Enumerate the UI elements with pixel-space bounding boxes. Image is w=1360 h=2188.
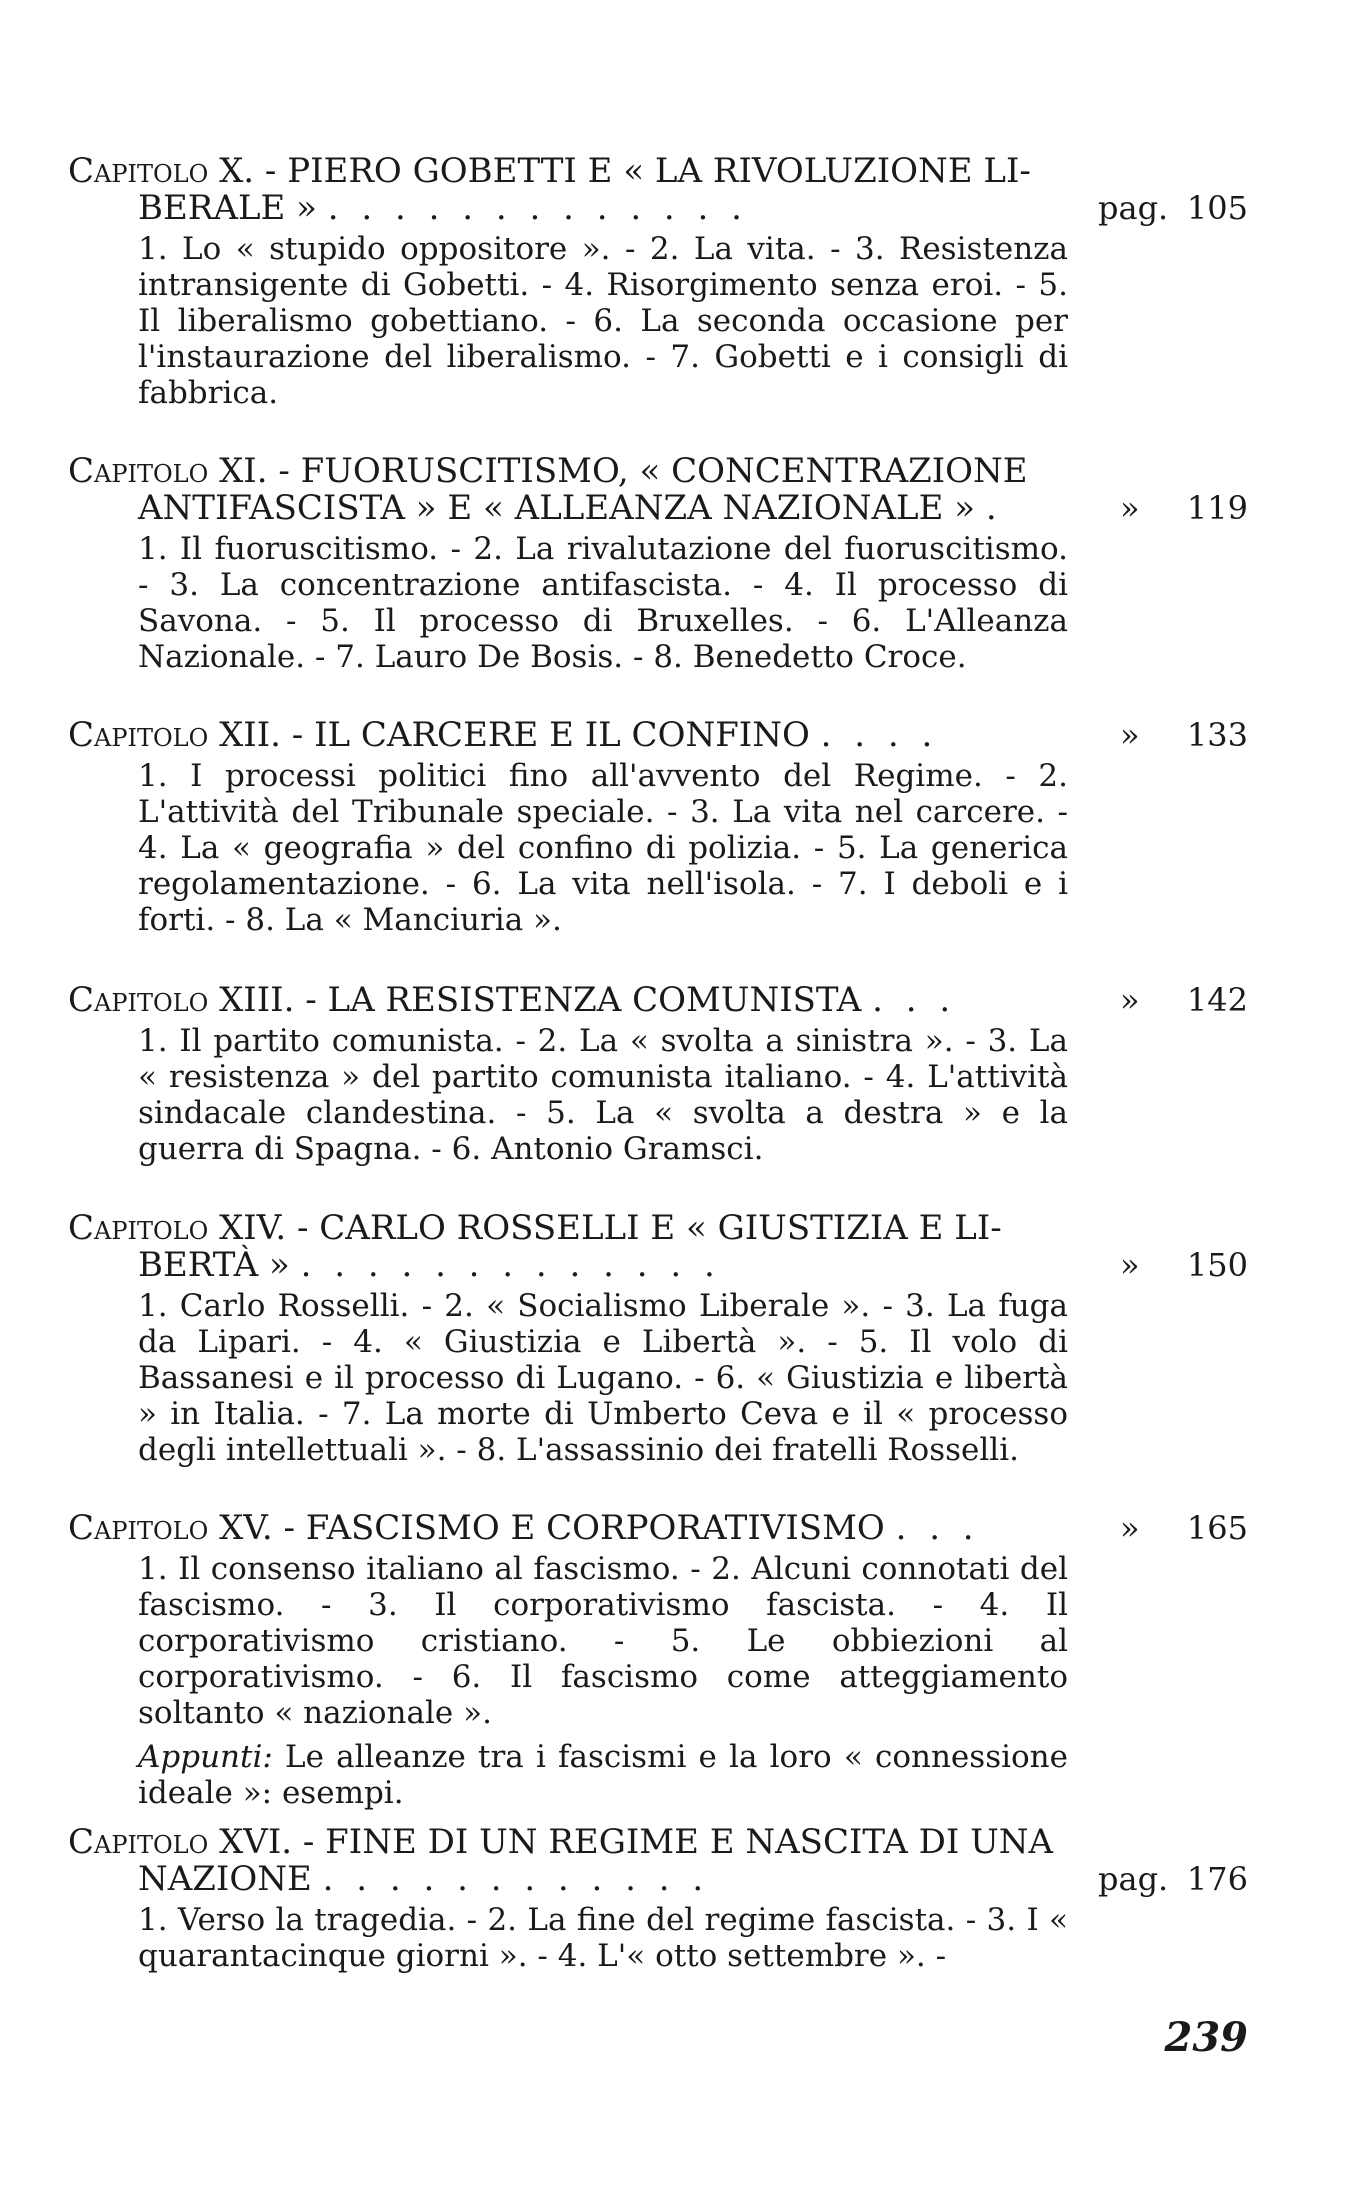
chapter-summary: 1. Carlo Rosselli. - 2. « Socialismo Liberale ». - 3. La fuga da Lipari. - 4. « Giustizia e Libertà ». - 5. Il volo di Bassanesi e il processo di Lugano. - 6. « Giustizia e libertà » in Italia. - 7. La morte di Umberto Ceva e il « processo degli intellettuali ». - 8. L'assassinio dei fratelli Rosselli. — [138, 1288, 1068, 1468]
page-marker: » — [1120, 716, 1140, 754]
page-marker: pag. — [1098, 189, 1169, 227]
chapter-title-line1: - IL CARCERE E IL CONFINO — [280, 715, 810, 755]
leader-dots: . . . — [895, 1508, 980, 1548]
chapter-entry — [68, 1210, 1248, 1468]
chapter-summary: 1. Il partito comunista. - 2. La « svolta a sinistra ». - 3. La « resistenza » del partito comunista italiano. - 4. L'attività sindacale clandestina. - 5. La « svolta a destra » e la guerra di Spagna. - 6. Antonio Gramsci. — [138, 1023, 1068, 1167]
page-marker: » — [1120, 489, 1140, 527]
chapter-entry — [68, 153, 1248, 411]
chapter-heading — [68, 1208, 1248, 1285]
chapter-title-line1: - FINE DI UN REGIME E NASCITA DI UNA — [292, 1822, 1054, 1862]
chapter-note — [138, 1739, 1068, 1811]
chapter-entry — [68, 1510, 1248, 1811]
chapter-title-line1: - LA RESISTENZA COMUNISTA — [294, 980, 862, 1020]
page-number: 119 — [1186, 489, 1248, 527]
chapter-heading — [68, 151, 1248, 228]
chapter-label: Capitolo XII. — [68, 715, 281, 755]
page-number: 176 — [1186, 1860, 1248, 1898]
page-marker: » — [1120, 1246, 1140, 1284]
page-number: 133 — [1186, 716, 1248, 754]
leader-dots: . . . . — [820, 715, 939, 755]
chapter-title-line2: NAZIONE — [138, 1859, 312, 1899]
chapter-summary: 1. Verso la tragedia. - 2. La fine del regime fascista. - 3. I « quarantacinque giorni ». - 4. L'« otto settembre ». - — [138, 1902, 1068, 1974]
chapter-title-line2: ANTIFASCISTA » E « ALLEANZA NAZIONALE » — [138, 488, 976, 528]
chapter-title-line1: - PIERO GOBETTI E « LA RIVOLUZIONE LI- — [254, 151, 1031, 191]
chapter-heading — [68, 1508, 1248, 1548]
chapter-label: Capitolo XVI. — [68, 1822, 293, 1862]
chapter-label: Capitolo XIII. — [68, 980, 295, 1020]
chapter-heading — [68, 715, 1248, 755]
chapter-title-line1: - FASCISMO E CORPORATIVISMO — [272, 1508, 885, 1548]
chapter-label: Capitolo X. — [68, 151, 255, 191]
chapter-title-line2: BERALE » — [138, 188, 317, 228]
chapter-summary: 1. I processi politici fino all'avvento del Regime. - 2. L'attività del Tribunale speciale. - 3. La vita nel carcere. - 4. La « geografia » del confino di polizia. - 5. La generica regolamentazione. - 6. La vita nell'isola. - 7. I deboli e i forti. - 8. La « Manciuria ». — [138, 758, 1068, 938]
chapter-entry — [68, 453, 1248, 675]
chapter-title-line1: - CARLO ROSSELLI E « GIUSTIZIA E LI- — [286, 1208, 1002, 1248]
chapter-title-line1: - FUORUSCITISMO, « CONCENTRAZIONE — [267, 451, 1028, 491]
chapter-title-line2: BERTÀ » — [138, 1245, 290, 1285]
chapter-summary: 1. Il fuoruscitismo. - 2. La rivalutazione del fuoruscitismo. - 3. La concentrazione antifascista. - 4. Il processo di Savona. - 5. Il processo di Bruxelles. - 6. L'Alleanza Nazionale. - 7. Lauro De Bosis. - 8. Benedetto Croce. — [138, 531, 1068, 675]
chapter-heading — [68, 980, 1248, 1020]
chapter-summary: 1. Lo « stupido oppositore ». - 2. La vita. - 3. Resistenza intransigente di Gobetti. - 4. Risorgimento senza eroi. - 5. Il liberalismo gobettiano. - 6. La seconda occasione per l'instaurazione del liberalismo. - 7. Gobetti e i consigli di fabbrica. — [138, 231, 1068, 411]
leader-dots: . . . . . . . . . . . . — [322, 1859, 710, 1899]
folio-page-number: 239 — [1164, 2014, 1248, 2061]
chapter-label: Capitolo XI. — [68, 451, 268, 491]
leader-dots: . . . — [872, 980, 957, 1020]
page-marker: » — [1120, 1509, 1140, 1547]
leader-dots: . . . . . . . . . . . . . — [300, 1245, 721, 1285]
chapter-label: Capitolo XIV. — [68, 1208, 287, 1248]
page-marker: » — [1120, 981, 1140, 1019]
chapter-heading — [68, 1822, 1248, 1899]
chapter-entry — [68, 717, 1248, 938]
leader-dots: . — [985, 488, 1003, 528]
leader-dots: . . . . . . . . . . . . . — [327, 188, 748, 228]
chapter-entry — [68, 982, 1248, 1167]
page-number: 165 — [1186, 1509, 1248, 1547]
note-label: Appunti: — [138, 1739, 273, 1775]
chapter-label: Capitolo XV. — [68, 1508, 273, 1548]
page-number: 150 — [1186, 1246, 1248, 1284]
page-marker: pag. — [1098, 1860, 1169, 1898]
page-number: 105 — [1186, 189, 1248, 227]
chapter-summary: 1. Il consenso italiano al fascismo. - 2. Alcuni connotati del fascismo. - 3. Il corporativismo fascista. - 4. Il corporativismo cristiano. - 5. Le obbiezioni al corporativismo. - 6. Il fascismo come atteggiamento soltanto « nazionale ». Appunti: Le alleanze tra i fascismi e la loro « connessione ideale »: esempi. — [138, 1551, 1068, 1811]
page-number: 142 — [1186, 981, 1248, 1019]
chapter-entry — [68, 1824, 1248, 1974]
chapter-heading — [68, 451, 1248, 528]
note-text: Le alleanze tra i fascismi e la loro « connessione ideale »: esempi. — [138, 1739, 1068, 1811]
